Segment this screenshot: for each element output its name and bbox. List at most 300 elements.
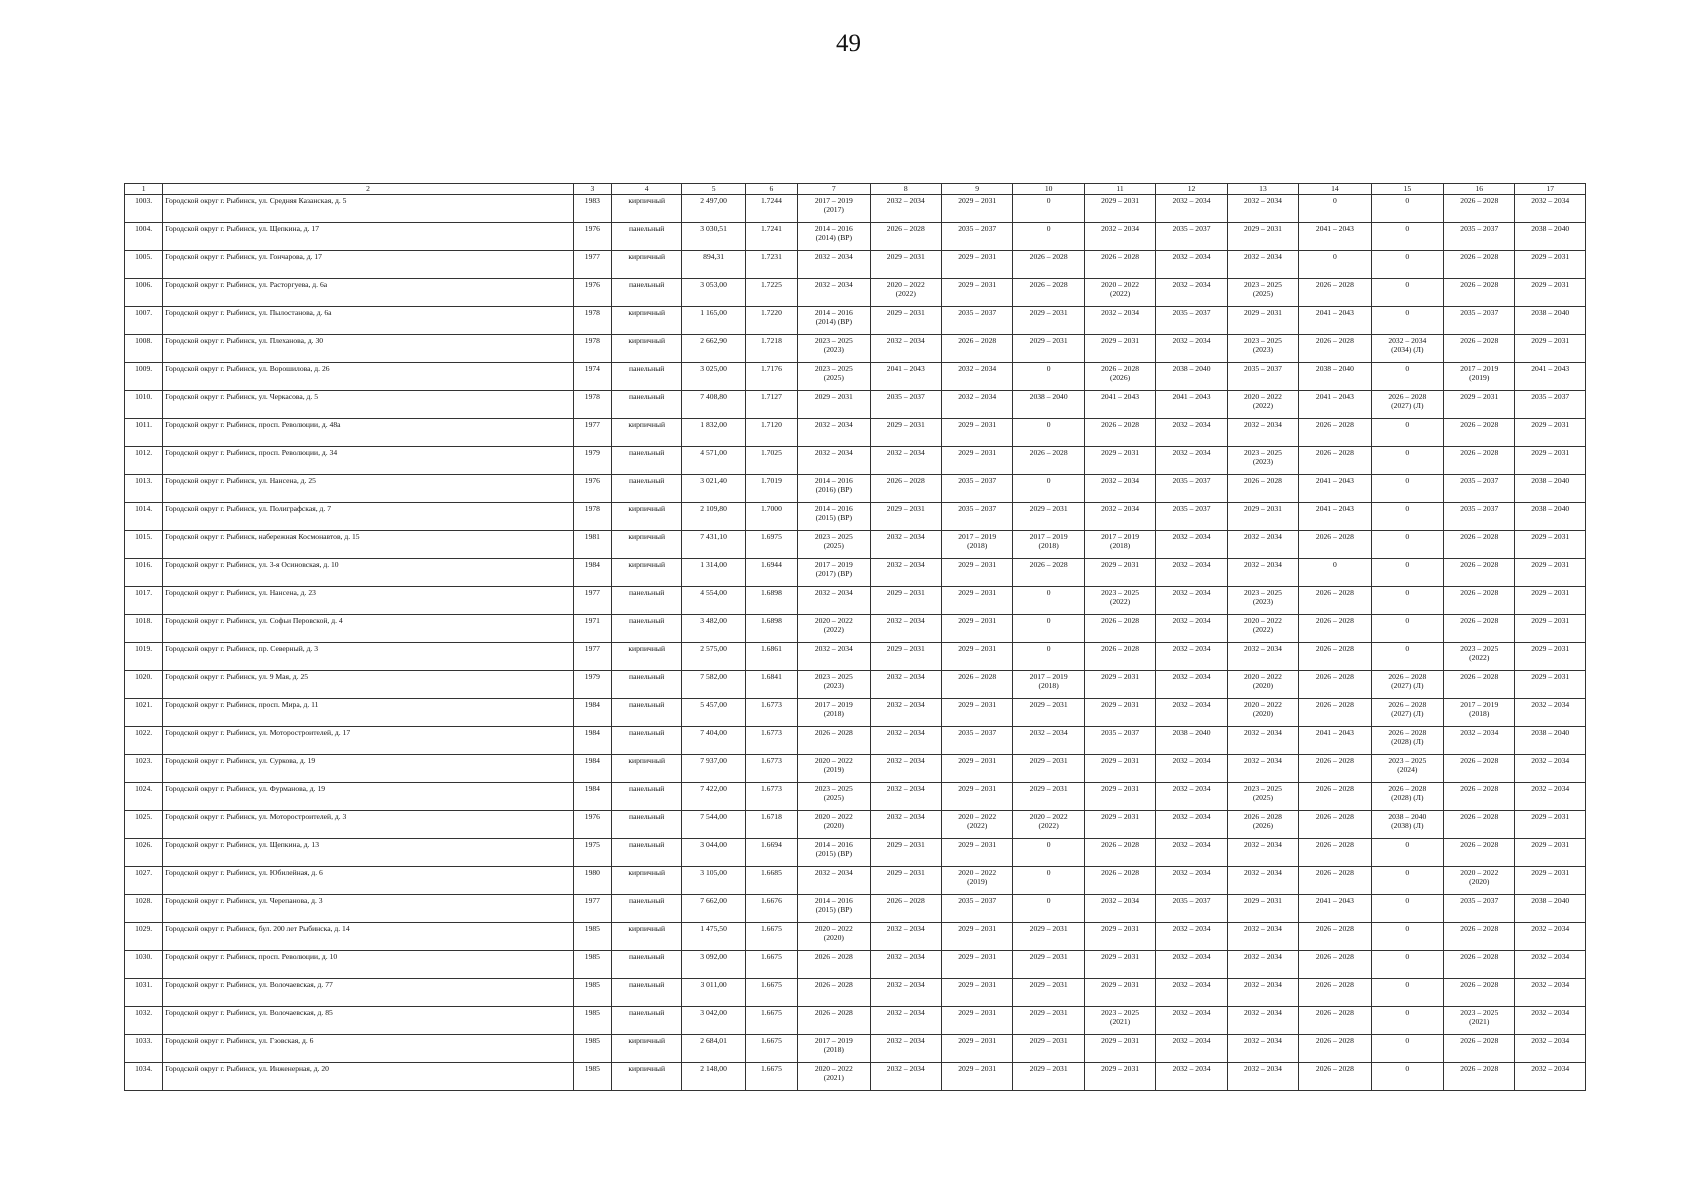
table-cell: 2035 – 2037: [1156, 475, 1227, 503]
table-cell: 1976: [573, 811, 611, 839]
table-cell: 2029 – 2031: [1084, 755, 1155, 783]
table-cell: 1.6898: [745, 587, 797, 615]
table-cell: 2032 – 2034: [1515, 699, 1586, 727]
table-cell: 2026 – 2028 (2028) (Л): [1371, 727, 1443, 755]
table-cell: кирпичный: [611, 419, 681, 447]
table-cell: 0: [1371, 279, 1443, 307]
table-row: [125, 951, 1586, 979]
table-cell: 2029 – 2031: [1084, 979, 1155, 1007]
table-cell: 2029 – 2031: [1013, 503, 1084, 531]
table-cell: 2032 – 2034: [1227, 1035, 1298, 1063]
address-cell: Городской округ г. Рыбинск, ул. Плеханова, д. 30: [163, 335, 574, 363]
table-cell: 2026 – 2028: [1084, 251, 1155, 279]
table-cell: 1984: [573, 783, 611, 811]
table-cell: 2035 – 2037: [941, 727, 1012, 755]
table-cell: 2035 – 2037: [1444, 895, 1515, 923]
table-cell: 2032 – 2034: [798, 587, 870, 615]
table-cell: 2029 – 2031: [1515, 559, 1586, 587]
table-cell: кирпичный: [611, 923, 681, 951]
table-cell: 7 422,00: [682, 783, 745, 811]
table-cell: 2014 – 2016 (2014) (ВР): [798, 223, 870, 251]
table-cell: панельный: [611, 839, 681, 867]
table-cell: 1006.: [125, 279, 163, 307]
table-cell: 2026 – 2028: [1444, 1035, 1515, 1063]
table-cell: 2023 – 2025 (2025): [798, 783, 870, 811]
table-cell: 2029 – 2031: [870, 587, 941, 615]
table-cell: 2032 – 2034: [870, 1063, 941, 1091]
table-cell: 1028.: [125, 895, 163, 923]
table-cell: 2035 – 2037: [1156, 503, 1227, 531]
table-cell: 2032 – 2034: [1084, 307, 1155, 335]
table-cell: 2032 – 2034: [1156, 811, 1227, 839]
table-cell: 1.7244: [745, 195, 797, 223]
table-cell: 1974: [573, 363, 611, 391]
table-cell: 2035 – 2037: [1515, 391, 1586, 419]
table-cell: 2026 – 2028: [1299, 951, 1371, 979]
table-row: [125, 727, 1586, 755]
table-cell: 1985: [573, 923, 611, 951]
table-row: [125, 335, 1586, 363]
table-cell: 2014 – 2016 (2015) (ВР): [798, 895, 870, 923]
table-cell: 2032 – 2034: [1515, 195, 1586, 223]
table-cell: 0: [1371, 503, 1443, 531]
table-cell: 2029 – 2031: [941, 951, 1012, 979]
table-cell: 2029 – 2031: [1084, 671, 1155, 699]
table-cell: 2026 – 2028: [1299, 587, 1371, 615]
table-cell: 2023 – 2025 (2023): [1227, 335, 1298, 363]
table-cell: 1.7025: [745, 447, 797, 475]
table-cell: 2026 – 2028: [798, 1007, 870, 1035]
table-cell: панельный: [611, 1007, 681, 1035]
table-cell: 7 404,00: [682, 727, 745, 755]
table-cell: 2032 – 2034: [1227, 755, 1298, 783]
table-cell: 2029 – 2031: [1013, 979, 1084, 1007]
table-cell: кирпичный: [611, 251, 681, 279]
table-cell: 2029 – 2031: [941, 923, 1012, 951]
address-cell: Городской округ г. Рыбинск, ул. Нансена, д. 23: [163, 587, 574, 615]
table-cell: 2038 – 2040: [1156, 727, 1227, 755]
table-cell: 1 475,50: [682, 923, 745, 951]
table-cell: 0: [1371, 307, 1443, 335]
table-cell: 2032 – 2034: [798, 251, 870, 279]
table-cell: панельный: [611, 811, 681, 839]
table-cell: 3 482,00: [682, 615, 745, 643]
table-cell: 2032 – 2034: [870, 979, 941, 1007]
table-cell: 1.7127: [745, 391, 797, 419]
table-cell: 2032 – 2034: [941, 363, 1012, 391]
table-cell: 2020 – 2022 (2022): [798, 615, 870, 643]
table-cell: 0: [1371, 1007, 1443, 1035]
table-cell: 1976: [573, 475, 611, 503]
column-header-9: 9: [941, 184, 1012, 195]
column-header-13: 13: [1227, 184, 1298, 195]
table-cell: кирпичный: [611, 643, 681, 671]
table-cell: 2032 – 2034: [1156, 531, 1227, 559]
table-cell: 2023 – 2025 (2023): [1227, 447, 1298, 475]
table-cell: 2026 – 2028: [1444, 251, 1515, 279]
table-cell: 2026 – 2028: [798, 979, 870, 1007]
table-cell: 1010.: [125, 391, 163, 419]
table-cell: кирпичный: [611, 195, 681, 223]
table-cell: 2032 – 2034: [1156, 1063, 1227, 1091]
table-cell: 2026 – 2028 (2028) (Л): [1371, 783, 1443, 811]
table-cell: 2032 – 2034: [1156, 979, 1227, 1007]
table-cell: 2026 – 2028: [1299, 755, 1371, 783]
table-row: [125, 699, 1586, 727]
table-cell: 1023.: [125, 755, 163, 783]
table-cell: 2041 – 2043: [1515, 363, 1586, 391]
table-cell: 2026 – 2028: [941, 335, 1012, 363]
table-cell: 2020 – 2022 (2019): [798, 755, 870, 783]
table-cell: 2029 – 2031: [1515, 839, 1586, 867]
table-cell: 2026 – 2028 (2027) (Л): [1371, 699, 1443, 727]
table-cell: 0: [1371, 643, 1443, 671]
table-cell: 1034.: [125, 1063, 163, 1091]
table-cell: 2032 – 2034: [798, 643, 870, 671]
table-cell: 2035 – 2037: [1156, 223, 1227, 251]
address-cell: Городской округ г. Рыбинск, ул. Черкасова, д. 5: [163, 391, 574, 419]
table-row: [125, 503, 1586, 531]
table-cell: 2029 – 2031: [1013, 951, 1084, 979]
table-cell: 1005.: [125, 251, 163, 279]
table-cell: 2038 – 2040: [1515, 503, 1586, 531]
table-cell: 2032 – 2034: [870, 699, 941, 727]
table-cell: 2017 – 2019 (2018): [798, 1035, 870, 1063]
table-cell: 2029 – 2031: [870, 643, 941, 671]
address-cell: Городской округ г. Рыбинск, пр. Северный, д. 3: [163, 643, 574, 671]
table-cell: 2032 – 2034: [1156, 839, 1227, 867]
table-cell: 2023 – 2025 (2021): [1444, 1007, 1515, 1035]
table-cell: 1020.: [125, 671, 163, 699]
address-cell: Городской округ г. Рыбинск, просп. Революции, д. 34: [163, 447, 574, 475]
table-cell: 1983: [573, 195, 611, 223]
table-cell: 2032 – 2034: [941, 391, 1012, 419]
column-header-7: 7: [798, 184, 870, 195]
table-cell: 1031.: [125, 979, 163, 1007]
address-cell: Городской округ г. Рыбинск, ул. Волочаевская, д. 85: [163, 1007, 574, 1035]
table-cell: 1011.: [125, 419, 163, 447]
table-row: [125, 279, 1586, 307]
table-cell: 2032 – 2034: [1227, 923, 1298, 951]
table-cell: 2029 – 2031: [941, 587, 1012, 615]
table-cell: 0: [1013, 419, 1084, 447]
table-cell: 2029 – 2031: [941, 783, 1012, 811]
address-cell: Городской округ г. Рыбинск, ул. Полиграфская, д. 7: [163, 503, 574, 531]
table-cell: 2032 – 2034: [1084, 895, 1155, 923]
table-cell: 2026 – 2028: [870, 895, 941, 923]
table-cell: 2029 – 2031: [1084, 447, 1155, 475]
column-header-12: 12: [1156, 184, 1227, 195]
table-cell: панельный: [611, 727, 681, 755]
table-cell: 2035 – 2037: [1156, 895, 1227, 923]
table-cell: 1008.: [125, 335, 163, 363]
table-cell: 2032 – 2034: [798, 279, 870, 307]
address-cell: Городской округ г. Рыбинск, ул. Суркова, д. 19: [163, 755, 574, 783]
table-cell: 1027.: [125, 867, 163, 895]
table-cell: 1.6694: [745, 839, 797, 867]
table-cell: 2026 – 2028: [1299, 615, 1371, 643]
table-cell: 1.6685: [745, 867, 797, 895]
table-cell: 2032 – 2034: [870, 811, 941, 839]
table-row: [125, 755, 1586, 783]
table-cell: 1.7220: [745, 307, 797, 335]
table-cell: 2032 – 2034: [1156, 783, 1227, 811]
table-cell: 2029 – 2031: [870, 307, 941, 335]
table-cell: 2032 – 2034: [1515, 1035, 1586, 1063]
table-cell: 2020 – 2022 (2022): [941, 811, 1012, 839]
page-number: 49: [836, 30, 861, 57]
table-cell: 2029 – 2031: [1013, 923, 1084, 951]
table-cell: 2032 – 2034: [870, 671, 941, 699]
table-cell: 4 571,00: [682, 447, 745, 475]
table-cell: 2032 – 2034: [870, 951, 941, 979]
table-cell: 2032 – 2034: [1156, 951, 1227, 979]
table-cell: 2035 – 2037: [941, 307, 1012, 335]
table-cell: 2035 – 2037: [1227, 363, 1298, 391]
table-cell: 2032 – 2034: [870, 755, 941, 783]
column-header-3: 3: [573, 184, 611, 195]
table-cell: 2026 – 2028: [1299, 643, 1371, 671]
table-cell: 0: [1371, 951, 1443, 979]
address-cell: Городской округ г. Рыбинск, ул. Инженерная, д. 20: [163, 1063, 574, 1091]
table-cell: 2026 – 2028: [1013, 251, 1084, 279]
table-cell: 1979: [573, 671, 611, 699]
table-cell: 3 025,00: [682, 363, 745, 391]
column-header-4: 4: [611, 184, 681, 195]
table-cell: 1033.: [125, 1035, 163, 1063]
table-cell: панельный: [611, 475, 681, 503]
table-cell: 2032 – 2034: [1156, 559, 1227, 587]
table-cell: 1 314,00: [682, 559, 745, 587]
table-cell: 1978: [573, 335, 611, 363]
table-cell: 2038 – 2040: [1515, 475, 1586, 503]
table-cell: 0: [1013, 895, 1084, 923]
table-cell: 2017 – 2019 (2017): [798, 195, 870, 223]
table-cell: 2 497,00: [682, 195, 745, 223]
table-cell: панельный: [611, 391, 681, 419]
table-cell: 2029 – 2031: [1515, 419, 1586, 447]
table-cell: 2029 – 2031: [1013, 1007, 1084, 1035]
table-cell: 2032 – 2034: [1227, 951, 1298, 979]
table-cell: панельный: [611, 615, 681, 643]
table-cell: 2029 – 2031: [941, 755, 1012, 783]
table-cell: 2017 – 2019 (2018): [1084, 531, 1155, 559]
table-cell: панельный: [611, 895, 681, 923]
table-cell: 2020 – 2022 (2020): [798, 923, 870, 951]
table-cell: 2032 – 2034: [1227, 1063, 1298, 1091]
table-cell: 1.6773: [745, 783, 797, 811]
table-cell: 2029 – 2031: [941, 615, 1012, 643]
table-cell: 1976: [573, 223, 611, 251]
table-cell: 2029 – 2031: [941, 419, 1012, 447]
table-cell: 2026 – 2028: [1444, 671, 1515, 699]
column-header-6: 6: [745, 184, 797, 195]
table-cell: 2026 – 2028: [1013, 279, 1084, 307]
table-cell: 0: [1371, 419, 1443, 447]
table-cell: 2032 – 2034: [1227, 727, 1298, 755]
table-row: [125, 307, 1586, 335]
table-cell: 2026 – 2028 (2026): [1227, 811, 1298, 839]
address-cell: Городской округ г. Рыбинск, просп. Мира, д. 11: [163, 699, 574, 727]
column-header-10: 10: [1013, 184, 1084, 195]
schedule-table: [124, 183, 1586, 1091]
table-cell: 2029 – 2031: [941, 1063, 1012, 1091]
table-cell: 3 092,00: [682, 951, 745, 979]
table-cell: 2026 – 2028: [1444, 587, 1515, 615]
table-cell: 2029 – 2031: [1515, 811, 1586, 839]
address-cell: Городской округ г. Рыбинск, ул. 9 Мая, д. 25: [163, 671, 574, 699]
address-cell: Городской округ г. Рыбинск, ул. Волочаевская, д. 77: [163, 979, 574, 1007]
table-cell: 2026 – 2028: [1299, 979, 1371, 1007]
table-cell: кирпичный: [611, 531, 681, 559]
table-cell: 3 105,00: [682, 867, 745, 895]
table-row: [125, 839, 1586, 867]
table-cell: 0: [1013, 867, 1084, 895]
table-cell: 2026 – 2028: [1444, 531, 1515, 559]
table-cell: 2029 – 2031: [870, 839, 941, 867]
table-cell: 2032 – 2034: [870, 335, 941, 363]
table-cell: 1021.: [125, 699, 163, 727]
table-cell: 2041 – 2043: [1299, 503, 1371, 531]
table-cell: 2023 – 2025 (2023): [798, 335, 870, 363]
table-row: [125, 363, 1586, 391]
table-cell: 2020 – 2022 (2020): [1444, 867, 1515, 895]
table-cell: 2029 – 2031: [870, 251, 941, 279]
table-cell: 0: [1371, 979, 1443, 1007]
table-cell: кирпичный: [611, 503, 681, 531]
table-cell: 1.6773: [745, 727, 797, 755]
table-cell: 1.7225: [745, 279, 797, 307]
table-cell: 2032 – 2034: [870, 727, 941, 755]
table-cell: 1977: [573, 895, 611, 923]
table-cell: кирпичный: [611, 307, 681, 335]
table-cell: панельный: [611, 587, 681, 615]
table-cell: 2032 – 2034: [1156, 1035, 1227, 1063]
table-row: [125, 587, 1586, 615]
table-cell: 2017 – 2019 (2018): [1013, 671, 1084, 699]
table-cell: 2035 – 2037: [1084, 727, 1155, 755]
table-cell: 1003.: [125, 195, 163, 223]
table-cell: 2029 – 2031: [1084, 699, 1155, 727]
table-cell: 2014 – 2016 (2015) (ВР): [798, 503, 870, 531]
table-cell: 1978: [573, 307, 611, 335]
table-cell: 3 030,51: [682, 223, 745, 251]
table-cell: 1.6676: [745, 895, 797, 923]
table-cell: 2029 – 2031: [1084, 335, 1155, 363]
table-cell: 2032 – 2034: [1156, 587, 1227, 615]
table-row: [125, 1063, 1586, 1091]
table-cell: 2029 – 2031: [870, 503, 941, 531]
address-cell: Городской округ г. Рыбинск, ул. Софьи Перовской, д. 4: [163, 615, 574, 643]
table-cell: кирпичный: [611, 559, 681, 587]
table-cell: 0: [1371, 475, 1443, 503]
table-cell: 1980: [573, 867, 611, 895]
table-cell: 0: [1371, 923, 1443, 951]
table-cell: 2041 – 2043: [1299, 391, 1371, 419]
table-cell: 2026 – 2028: [1299, 671, 1371, 699]
table-cell: 2026 – 2028: [1444, 755, 1515, 783]
table-cell: 1.6675: [745, 923, 797, 951]
table-cell: панельный: [611, 363, 681, 391]
table-cell: 2026 – 2028: [1444, 279, 1515, 307]
table-cell: 2041 – 2043: [1299, 307, 1371, 335]
table-cell: 2026 – 2028: [1444, 447, 1515, 475]
table-cell: 2032 – 2034: [870, 195, 941, 223]
address-cell: Городской округ г. Рыбинск, ул. Щепкина, д. 17: [163, 223, 574, 251]
table-cell: 2032 – 2034: [1227, 643, 1298, 671]
table-cell: 1975: [573, 839, 611, 867]
table-cell: 2035 – 2037: [1444, 475, 1515, 503]
table-cell: кирпичный: [611, 1035, 681, 1063]
table-cell: панельный: [611, 951, 681, 979]
table-cell: 2035 – 2037: [1444, 223, 1515, 251]
table-cell: кирпичный: [611, 755, 681, 783]
table-cell: 2041 – 2043: [1299, 223, 1371, 251]
table-cell: 2032 – 2034: [1227, 979, 1298, 1007]
table-cell: 0: [1371, 1035, 1443, 1063]
table-cell: 894,31: [682, 251, 745, 279]
table-cell: 2032 – 2034: [1156, 419, 1227, 447]
table-cell: 2032 – 2034: [1084, 503, 1155, 531]
table-cell: 1.7241: [745, 223, 797, 251]
table-cell: панельный: [611, 279, 681, 307]
table-cell: 2026 – 2028: [1299, 447, 1371, 475]
table-cell: 1.6675: [745, 951, 797, 979]
table-cell: 2029 – 2031: [941, 979, 1012, 1007]
table-cell: 2032 – 2034: [798, 419, 870, 447]
table-cell: 2029 – 2031: [1084, 811, 1155, 839]
table-cell: 2026 – 2028: [1444, 979, 1515, 1007]
table-cell: 2026 – 2028: [798, 727, 870, 755]
table-cell: 0: [1371, 559, 1443, 587]
table-cell: 1018.: [125, 615, 163, 643]
address-cell: Городской округ г. Рыбинск, ул. Ворошилова, д. 26: [163, 363, 574, 391]
table-cell: 2032 – 2034: [870, 923, 941, 951]
table-cell: 1979: [573, 447, 611, 475]
table-cell: 2023 – 2025 (2023): [798, 671, 870, 699]
table-cell: 2032 – 2034: [1227, 251, 1298, 279]
address-cell: Городской округ г. Рыбинск, ул. Юбилейная, д. 6: [163, 867, 574, 895]
table-cell: 2023 – 2025 (2022): [1444, 643, 1515, 671]
table-cell: 0: [1013, 223, 1084, 251]
table-cell: 2023 – 2025 (2021): [1084, 1007, 1155, 1035]
table-cell: 3 042,00: [682, 1007, 745, 1035]
table-cell: 2032 – 2034: [1156, 643, 1227, 671]
table-cell: 2035 – 2037: [1444, 503, 1515, 531]
table-cell: 2023 – 2025 (2025): [1227, 279, 1298, 307]
table-cell: 2035 – 2037: [941, 503, 1012, 531]
table-cell: 2038 – 2040: [1515, 223, 1586, 251]
address-cell: Городской округ г. Рыбинск, ул. Щепкина, д. 13: [163, 839, 574, 867]
table-cell: 2032 – 2034: [1156, 699, 1227, 727]
table-cell: 2026 – 2028: [1084, 867, 1155, 895]
table-cell: 2 148,00: [682, 1063, 745, 1091]
table-row: [125, 923, 1586, 951]
table-cell: 2026 – 2028 (2027) (Л): [1371, 671, 1443, 699]
table-row: [125, 1035, 1586, 1063]
table-cell: 1984: [573, 699, 611, 727]
table-cell: 2 662,90: [682, 335, 745, 363]
table-cell: 2032 – 2034: [1156, 447, 1227, 475]
table-cell: 2029 – 2031: [1227, 503, 1298, 531]
table-cell: 2026 – 2028: [870, 223, 941, 251]
column-header-1: 1: [125, 184, 163, 195]
table-cell: 2026 – 2028: [1299, 783, 1371, 811]
table-cell: 2029 – 2031: [941, 839, 1012, 867]
table-cell: 2032 – 2034: [1156, 335, 1227, 363]
address-cell: Городской округ г. Рыбинск, ул. Моторостроителей, д. 17: [163, 727, 574, 755]
table-cell: 2029 – 2031: [941, 279, 1012, 307]
